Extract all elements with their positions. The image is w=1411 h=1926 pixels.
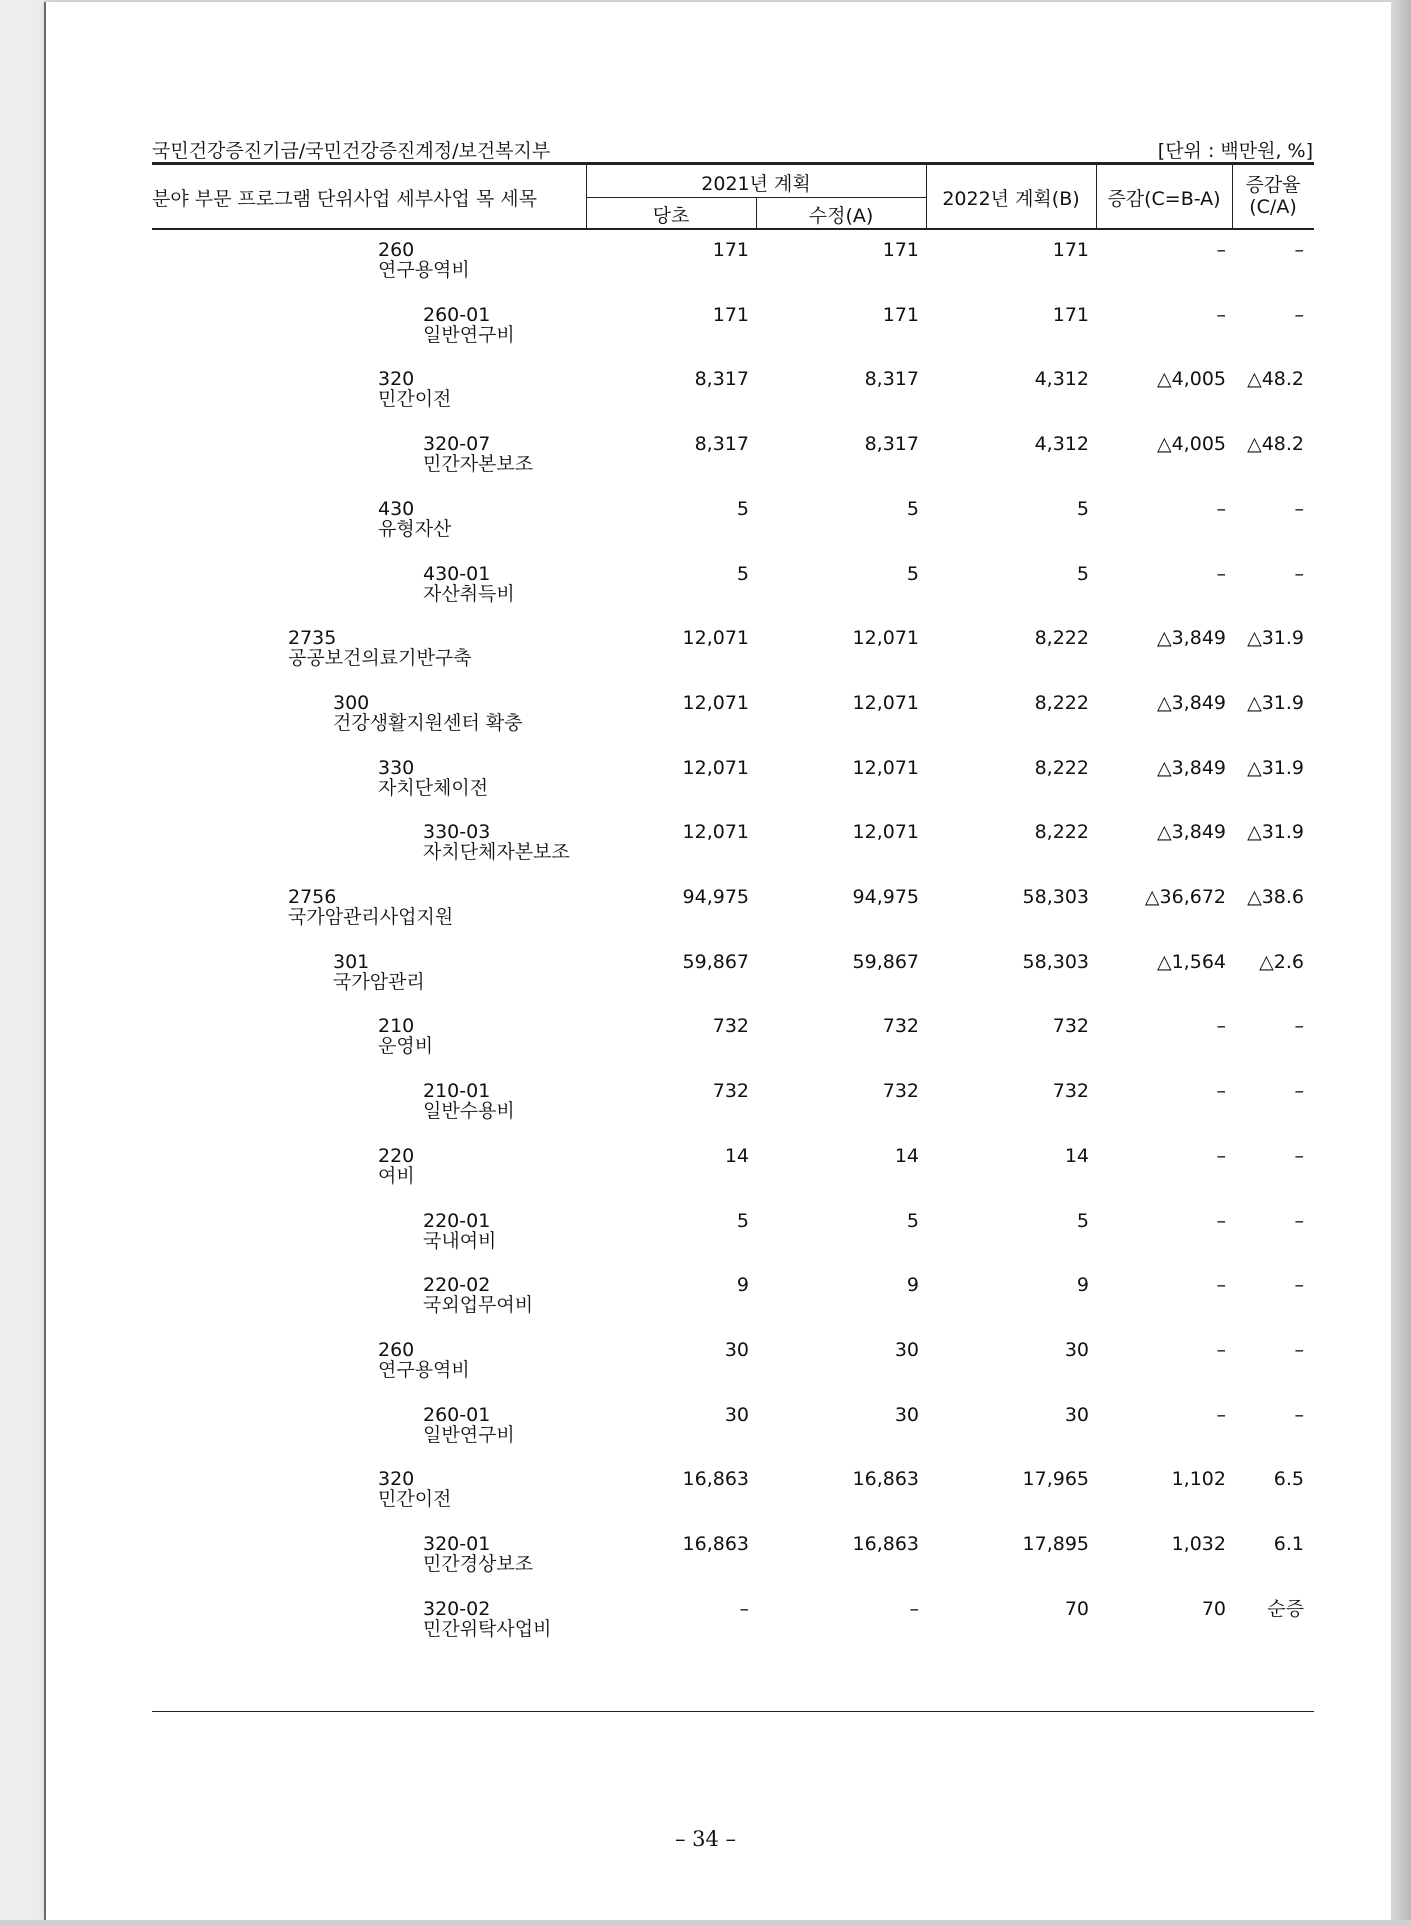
- row-revised-value: 12,071: [852, 821, 919, 843]
- row-rate-value: –: [1294, 1404, 1304, 1426]
- row-rate-value: –: [1294, 239, 1304, 261]
- row-original-value: 59,867: [682, 951, 749, 973]
- row-original-value: 5: [736, 563, 749, 585]
- row-original-value: 8,317: [694, 368, 749, 390]
- row-rate-value: –: [1294, 1274, 1304, 1296]
- header-revised: 수정(A): [808, 205, 874, 227]
- row-code: 260-01: [423, 1404, 491, 1426]
- row-name: 일반연구비: [423, 1424, 515, 1446]
- row-revised-value: 12,071: [852, 757, 919, 779]
- row-revised-value: 59,867: [852, 951, 919, 973]
- row-change-value: –: [1216, 304, 1226, 326]
- row-change-value: –: [1216, 1210, 1226, 1232]
- header-original: 당초: [652, 205, 690, 227]
- row-name: 자치단체자본보조: [423, 841, 570, 863]
- header-rate: [1232, 174, 1314, 218]
- row-code: 300: [333, 692, 370, 714]
- row-code: 330: [378, 757, 415, 779]
- row-name: 일반수용비: [423, 1100, 515, 1122]
- row-code: 320-07: [423, 433, 491, 455]
- row-name: 공공보건의료기반구축: [288, 647, 472, 669]
- row-plan2022-value: 732: [1052, 1080, 1089, 1102]
- row-name: 운영비: [378, 1035, 434, 1057]
- row-original-value: 12,071: [682, 757, 749, 779]
- row-revised-value: 8,317: [864, 433, 919, 455]
- row-code: 260: [378, 1339, 415, 1361]
- row-original-value: 12,071: [682, 627, 749, 649]
- row-revised-value: 30: [894, 1404, 919, 1426]
- row-plan2022-value: 8,222: [1034, 692, 1089, 714]
- row-change-value: △4,005: [1156, 433, 1226, 455]
- row-name: 민간이전: [378, 1488, 452, 1510]
- row-revised-value: 171: [882, 239, 919, 261]
- row-plan2022-value: 5: [1076, 1210, 1089, 1232]
- row-plan2022-value: 58,303: [1022, 886, 1089, 908]
- row-name: 연구용역비: [378, 259, 470, 281]
- row-revised-value: 732: [882, 1015, 919, 1037]
- row-name: 유형자산: [378, 518, 452, 540]
- row-change-value: –: [1216, 498, 1226, 520]
- row-original-value: 732: [712, 1080, 749, 1102]
- row-original-value: 171: [712, 239, 749, 261]
- row-name: 여비: [378, 1165, 415, 1187]
- left-margin-shade: [0, 0, 44, 1926]
- row-original-value: 94,975: [682, 886, 749, 908]
- row-plan2022-value: 70: [1064, 1598, 1089, 1620]
- row-plan2022-value: 4,312: [1034, 368, 1089, 390]
- row-revised-value: 12,071: [852, 692, 919, 714]
- row-name: 국외업무여비: [423, 1294, 534, 1316]
- row-plan2022-value: 17,965: [1022, 1468, 1089, 1490]
- row-plan2022-value: 8,222: [1034, 627, 1089, 649]
- row-name: 건강생활지원센터 확충: [333, 712, 523, 734]
- row-rate-value: –: [1294, 563, 1304, 585]
- row-plan2022-value: 30: [1064, 1339, 1089, 1361]
- row-rate-value: 순증: [1267, 1598, 1304, 1620]
- row-change-value: –: [1216, 563, 1226, 585]
- header-plan2021: 2021년 계획: [701, 173, 811, 195]
- row-code: 320: [378, 1468, 415, 1490]
- row-code: 2735: [288, 627, 337, 649]
- row-name: 민간위탁사업비: [423, 1618, 552, 1640]
- row-name: 일반연구비: [423, 324, 515, 346]
- table-top-rule: [152, 162, 1314, 165]
- row-change-value: –: [1216, 1404, 1226, 1426]
- row-code: 260-01: [423, 304, 491, 326]
- row-original-value: 8,317: [694, 433, 749, 455]
- unit-note: [단위 : 백만원, %]: [1157, 140, 1313, 162]
- table-header-bottom-rule: [152, 228, 1314, 230]
- row-change-value: –: [1216, 1145, 1226, 1167]
- row-plan2022-value: 4,312: [1034, 433, 1089, 455]
- table-bottom-rule: [152, 1711, 1314, 1712]
- row-code: 320-02: [423, 1598, 491, 1620]
- row-code: 301: [333, 951, 370, 973]
- right-page-edge: [1391, 0, 1411, 1926]
- row-code: 330-03: [423, 821, 491, 843]
- row-revised-value: 171: [882, 304, 919, 326]
- row-code: 210-01: [423, 1080, 491, 1102]
- row-plan2022-value: 8,222: [1034, 757, 1089, 779]
- row-plan2022-value: 5: [1076, 563, 1089, 585]
- document-title: 국민건강증진기금/국민건강증진계정/보건복지부: [152, 140, 551, 162]
- row-change-value: △36,672: [1144, 886, 1226, 908]
- row-plan2022-value: 14: [1064, 1145, 1089, 1167]
- row-name: 연구용역비: [378, 1359, 470, 1381]
- row-rate-value: △38.6: [1247, 886, 1304, 908]
- row-revised-value: 5: [906, 498, 919, 520]
- row-revised-value: 14: [894, 1145, 919, 1167]
- row-original-value: 14: [724, 1145, 749, 1167]
- row-rate-value: 6.1: [1273, 1533, 1304, 1555]
- row-name: 자산취득비: [423, 583, 515, 605]
- row-original-value: 12,071: [682, 692, 749, 714]
- row-plan2022-value: 732: [1052, 1015, 1089, 1037]
- row-rate-value: △2.6: [1259, 951, 1304, 973]
- row-rate-value: △31.9: [1247, 692, 1304, 714]
- row-revised-value: 16,863: [852, 1468, 919, 1490]
- row-code: 320: [378, 368, 415, 390]
- row-revised-value: 94,975: [852, 886, 919, 908]
- bottom-page-edge: [0, 1920, 1411, 1926]
- row-original-value: 12,071: [682, 821, 749, 843]
- row-original-value: 16,863: [682, 1533, 749, 1555]
- row-name: 국내여비: [423, 1230, 497, 1252]
- row-code: 220-01: [423, 1210, 491, 1232]
- row-code: 2756: [288, 886, 337, 908]
- row-code: 430: [378, 498, 415, 520]
- row-plan2022-value: 5: [1076, 498, 1089, 520]
- row-original-value: 171: [712, 304, 749, 326]
- row-change-value: –: [1216, 239, 1226, 261]
- row-code: 220-02: [423, 1274, 491, 1296]
- row-change-value: 70: [1201, 1598, 1226, 1620]
- row-change-value: –: [1216, 1339, 1226, 1361]
- row-rate-value: △31.9: [1247, 821, 1304, 843]
- row-original-value: 9: [736, 1274, 749, 1296]
- row-original-value: 16,863: [682, 1468, 749, 1490]
- row-code: 220: [378, 1145, 415, 1167]
- row-original-value: 30: [724, 1404, 749, 1426]
- row-rate-value: –: [1294, 1015, 1304, 1037]
- row-rate-value: –: [1294, 1210, 1304, 1232]
- row-original-value: 5: [736, 498, 749, 520]
- row-change-value: △3,849: [1156, 692, 1226, 714]
- row-rate-value: △31.9: [1247, 627, 1304, 649]
- row-change-value: 1,102: [1171, 1468, 1226, 1490]
- row-rate-value: –: [1294, 498, 1304, 520]
- row-name: 민간자본보조: [423, 453, 534, 475]
- row-rate-value: △48.2: [1247, 433, 1304, 455]
- page-number: – 34 –: [674, 1827, 737, 1851]
- row-original-value: 30: [724, 1339, 749, 1361]
- row-change-value: △3,849: [1156, 757, 1226, 779]
- row-plan2022-value: 58,303: [1022, 951, 1089, 973]
- row-change-value: –: [1216, 1015, 1226, 1037]
- row-change-value: –: [1216, 1080, 1226, 1102]
- row-rate-value: 6.5: [1273, 1468, 1304, 1490]
- row-plan2022-value: 9: [1076, 1274, 1089, 1296]
- header-rate-line1: 증감율: [1245, 174, 1301, 196]
- row-plan2022-value: 17,895: [1022, 1533, 1089, 1555]
- row-rate-value: –: [1294, 1339, 1304, 1361]
- row-name: 국가암관리: [333, 971, 425, 993]
- row-revised-value: 732: [882, 1080, 919, 1102]
- row-revised-value: 12,071: [852, 627, 919, 649]
- row-original-value: 5: [736, 1210, 749, 1232]
- row-revised-value: 5: [906, 563, 919, 585]
- header-rate-line2: (C/A): [1249, 196, 1297, 218]
- row-change-value: 1,032: [1171, 1533, 1226, 1555]
- row-code: 260: [378, 239, 415, 261]
- row-change-value: △1,564: [1156, 951, 1226, 973]
- row-plan2022-value: 171: [1052, 304, 1089, 326]
- row-change-value: –: [1216, 1274, 1226, 1296]
- row-rate-value: –: [1294, 1080, 1304, 1102]
- row-change-value: △3,849: [1156, 821, 1226, 843]
- row-revised-value: 9: [906, 1274, 919, 1296]
- header-category: 분야 부문 프로그램 단위사업 세부사업 목 세목: [152, 188, 537, 210]
- row-change-value: △4,005: [1156, 368, 1226, 390]
- row-original-value: 732: [712, 1015, 749, 1037]
- row-revised-value: –: [909, 1598, 919, 1620]
- row-plan2022-value: 30: [1064, 1404, 1089, 1426]
- row-name: 국가암관리사업지원: [288, 906, 454, 928]
- row-code: 430-01: [423, 563, 491, 585]
- row-change-value: △3,849: [1156, 627, 1226, 649]
- row-revised-value: 30: [894, 1339, 919, 1361]
- row-original-value: –: [739, 1598, 749, 1620]
- row-plan2022-value: 171: [1052, 239, 1089, 261]
- row-name: 민간이전: [378, 388, 452, 410]
- row-revised-value: 8,317: [864, 368, 919, 390]
- row-rate-value: –: [1294, 1145, 1304, 1167]
- row-name: 민간경상보조: [423, 1553, 534, 1575]
- row-revised-value: 16,863: [852, 1533, 919, 1555]
- row-name: 자치단체이전: [378, 777, 489, 799]
- row-rate-value: △48.2: [1247, 368, 1304, 390]
- row-revised-value: 5: [906, 1210, 919, 1232]
- header-plan2022: 2022년 계획(B): [942, 188, 1080, 210]
- row-code: 320-01: [423, 1533, 491, 1555]
- row-code: 210: [378, 1015, 415, 1037]
- header-change: 증감(C=B-A): [1107, 188, 1221, 210]
- row-plan2022-value: 8,222: [1034, 821, 1089, 843]
- row-rate-value: –: [1294, 304, 1304, 326]
- row-rate-value: △31.9: [1247, 757, 1304, 779]
